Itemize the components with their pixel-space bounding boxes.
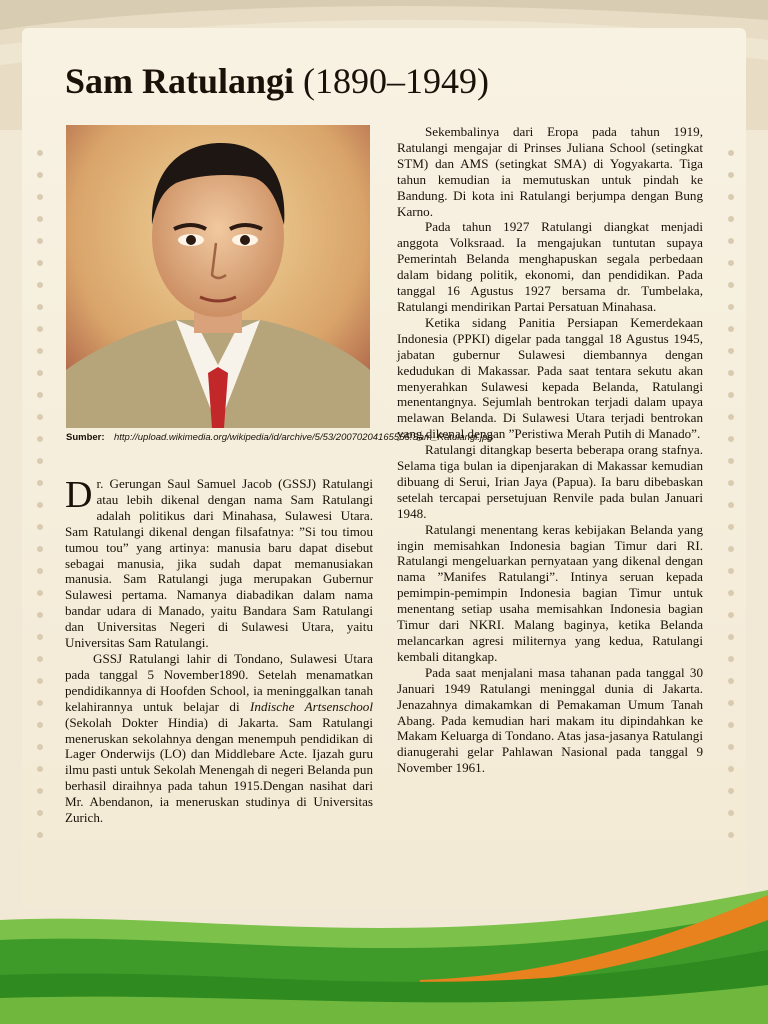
image-caption (66, 432, 493, 444)
left-dots-decoration (36, 150, 44, 870)
portrait-image (66, 125, 370, 428)
paragraph: Pada saat menjalani masa tahanan pada tanggal 30 Januari 1949 Ratulangi meninggal dunia di Jakarta. Jenazahnya dimakamkan di Pemakaman Umum Tanah Abang. Pada kemudian hari makam itu dipindahkan ke Makam Keluarga di Tondano. Atas jasa-jasanya Ratulangi dianugerahi gelar Pahlawan Nasional pada tanggal 9 November 1961. (397, 664, 703, 776)
caption-source-url[interactable]: http://upload.wikimedia.org/wikipedia/id/archive/5/53/20070204165555!Sam_Ratulangi.jpg (114, 432, 493, 443)
paragraph (65, 651, 373, 826)
caption-label: Sumber: (66, 432, 105, 443)
italic-term: Indische Artsenschool (250, 698, 373, 714)
left-column (65, 476, 373, 826)
paragraph: Ratulangi ditangkap beserta beberapa orang stafnya. Selama tiga bulan ia dipenjarakan di Makassar kemudian dibuang di Serui, Irian Jaya (Papua). Ia baru dibebaskan setelah tercapai persetujuan Renvile pada bulan Januari 1948. (397, 442, 703, 521)
paragraph-text: (Sekolah Dokter Hindia) di Jakarta. Sam Ratulangi meneruskan sekolahnya dengan menempuh pendidikan di Lager Onderwijs (LO) dan Middlebare Acte. Ijazah guru ilmu pasti untuk Sekolah Menengah di negeri Belanda pun berhasil diraihnya pada tahun 1915.Dengan nasihat dari Mr. Abendanon, ia meneruskan studinya di Universitas Zurich. (65, 714, 373, 826)
title-years: (1890–1949) (303, 61, 490, 101)
paragraph: Sekembalinya dari Eropa pada tahun 1919, Ratulangi mengajar di Prinses Juliana School (setingkat STM) dan AMS (setingkat SMA) di Yogyakarta. Tiga tahun kemudian ia memutuskan untuk pindah ke Bandung. Di kota ini Ratulangi berjumpa dengan Bung Karno. (397, 124, 703, 219)
bottom-wave-decoration (0, 880, 768, 1024)
paragraph (65, 476, 373, 651)
title-name: Sam Ratulangi (65, 61, 295, 101)
paragraph: Ratulangi menentang keras kebijakan Belanda yang ingin memisahkan Indonesia bagian Timur dari RI. Ratulangi mengeluarkan pernyataan yang dikenal dengan nama ”Manifes Ratulangi”. Intinya seruan kepada pemimpin-pemimpin Indonesia bagian Timur untuk menentang setiap usaha memisahkan Indonesia bagian Timur dari NKRI. Malang baginya, ketika Belanda melancarkan agresi militernya yang kedua, Ratulangi kembali ditangkap. (397, 521, 703, 664)
right-column (397, 124, 703, 776)
paragraph: Ketika sidang Panitia Persiapan Kemerdekaan Indonesia (PPKI) digelar pada tanggal 18 Agustus 1945, jabatan gubernur Sulawesi diembannya dengan kedudukan di Makassar. Pada saat tentara sekutu akan menyerahkan Sulawesi kepada Belanda, Ratulangi menentangnya. Sejumlah bentrokan terjadi dalam upaya melawan Belanda. Di Sulawesi Utara terjadi bentrokan yang dikenal dengan ”Peristiwa Merah Putih di Manado”. (397, 314, 703, 442)
paragraph: Pada tahun 1927 Ratulangi diangkat menjadi anggota Volksraad. Ia mengajukan tuntutan supaya Pemerintah Belanda menghapuskan segala perbedaan dalam bidang politik, ekonomi, dan pendidikan. Pada tanggal 16 Agustus 1927 bersama dr. Tumbelaka, Ratulangi mendirikan Partai Persatuan Minahasa. (397, 219, 703, 314)
paragraph-text: GSSJ Ratulangi lahir di Tondano, Sulawesi Utara pada tanggal 5 November1890. Setelah menamatkan pendidikannya di Hoofden School, ia meninggalkan tanah kelahirannya untuk belajar di (65, 650, 373, 714)
page-title (65, 60, 489, 102)
drop-cap: D (65, 474, 93, 516)
right-dots-decoration (727, 150, 735, 870)
paragraph-text: r. Gerungan Saul Samuel Jacob (GSSJ) Ratulangi atau lebih dikenal dengan nama Sam Ratulangi adalah politikus dari Minahasa, Sulawesi Utara. Sam Ratulangi dikenal dengan filsafatnya: ”Si tou timou tumou tou” yang artinya: manusia baru dapat disebut sebagai manusia, jika sudah dapat memanusiakan manusia. Sam Ratulangi juga merupakan Gubernur Sulawesi pertama. Namanya diabadikan dalam nama bandar udara di Manado, yaitu Bandara Sam Ratulangi dan Universitas Negeri di Sulawesi Utara, yaitu Universitas Sam Ratulangi. (65, 476, 373, 651)
